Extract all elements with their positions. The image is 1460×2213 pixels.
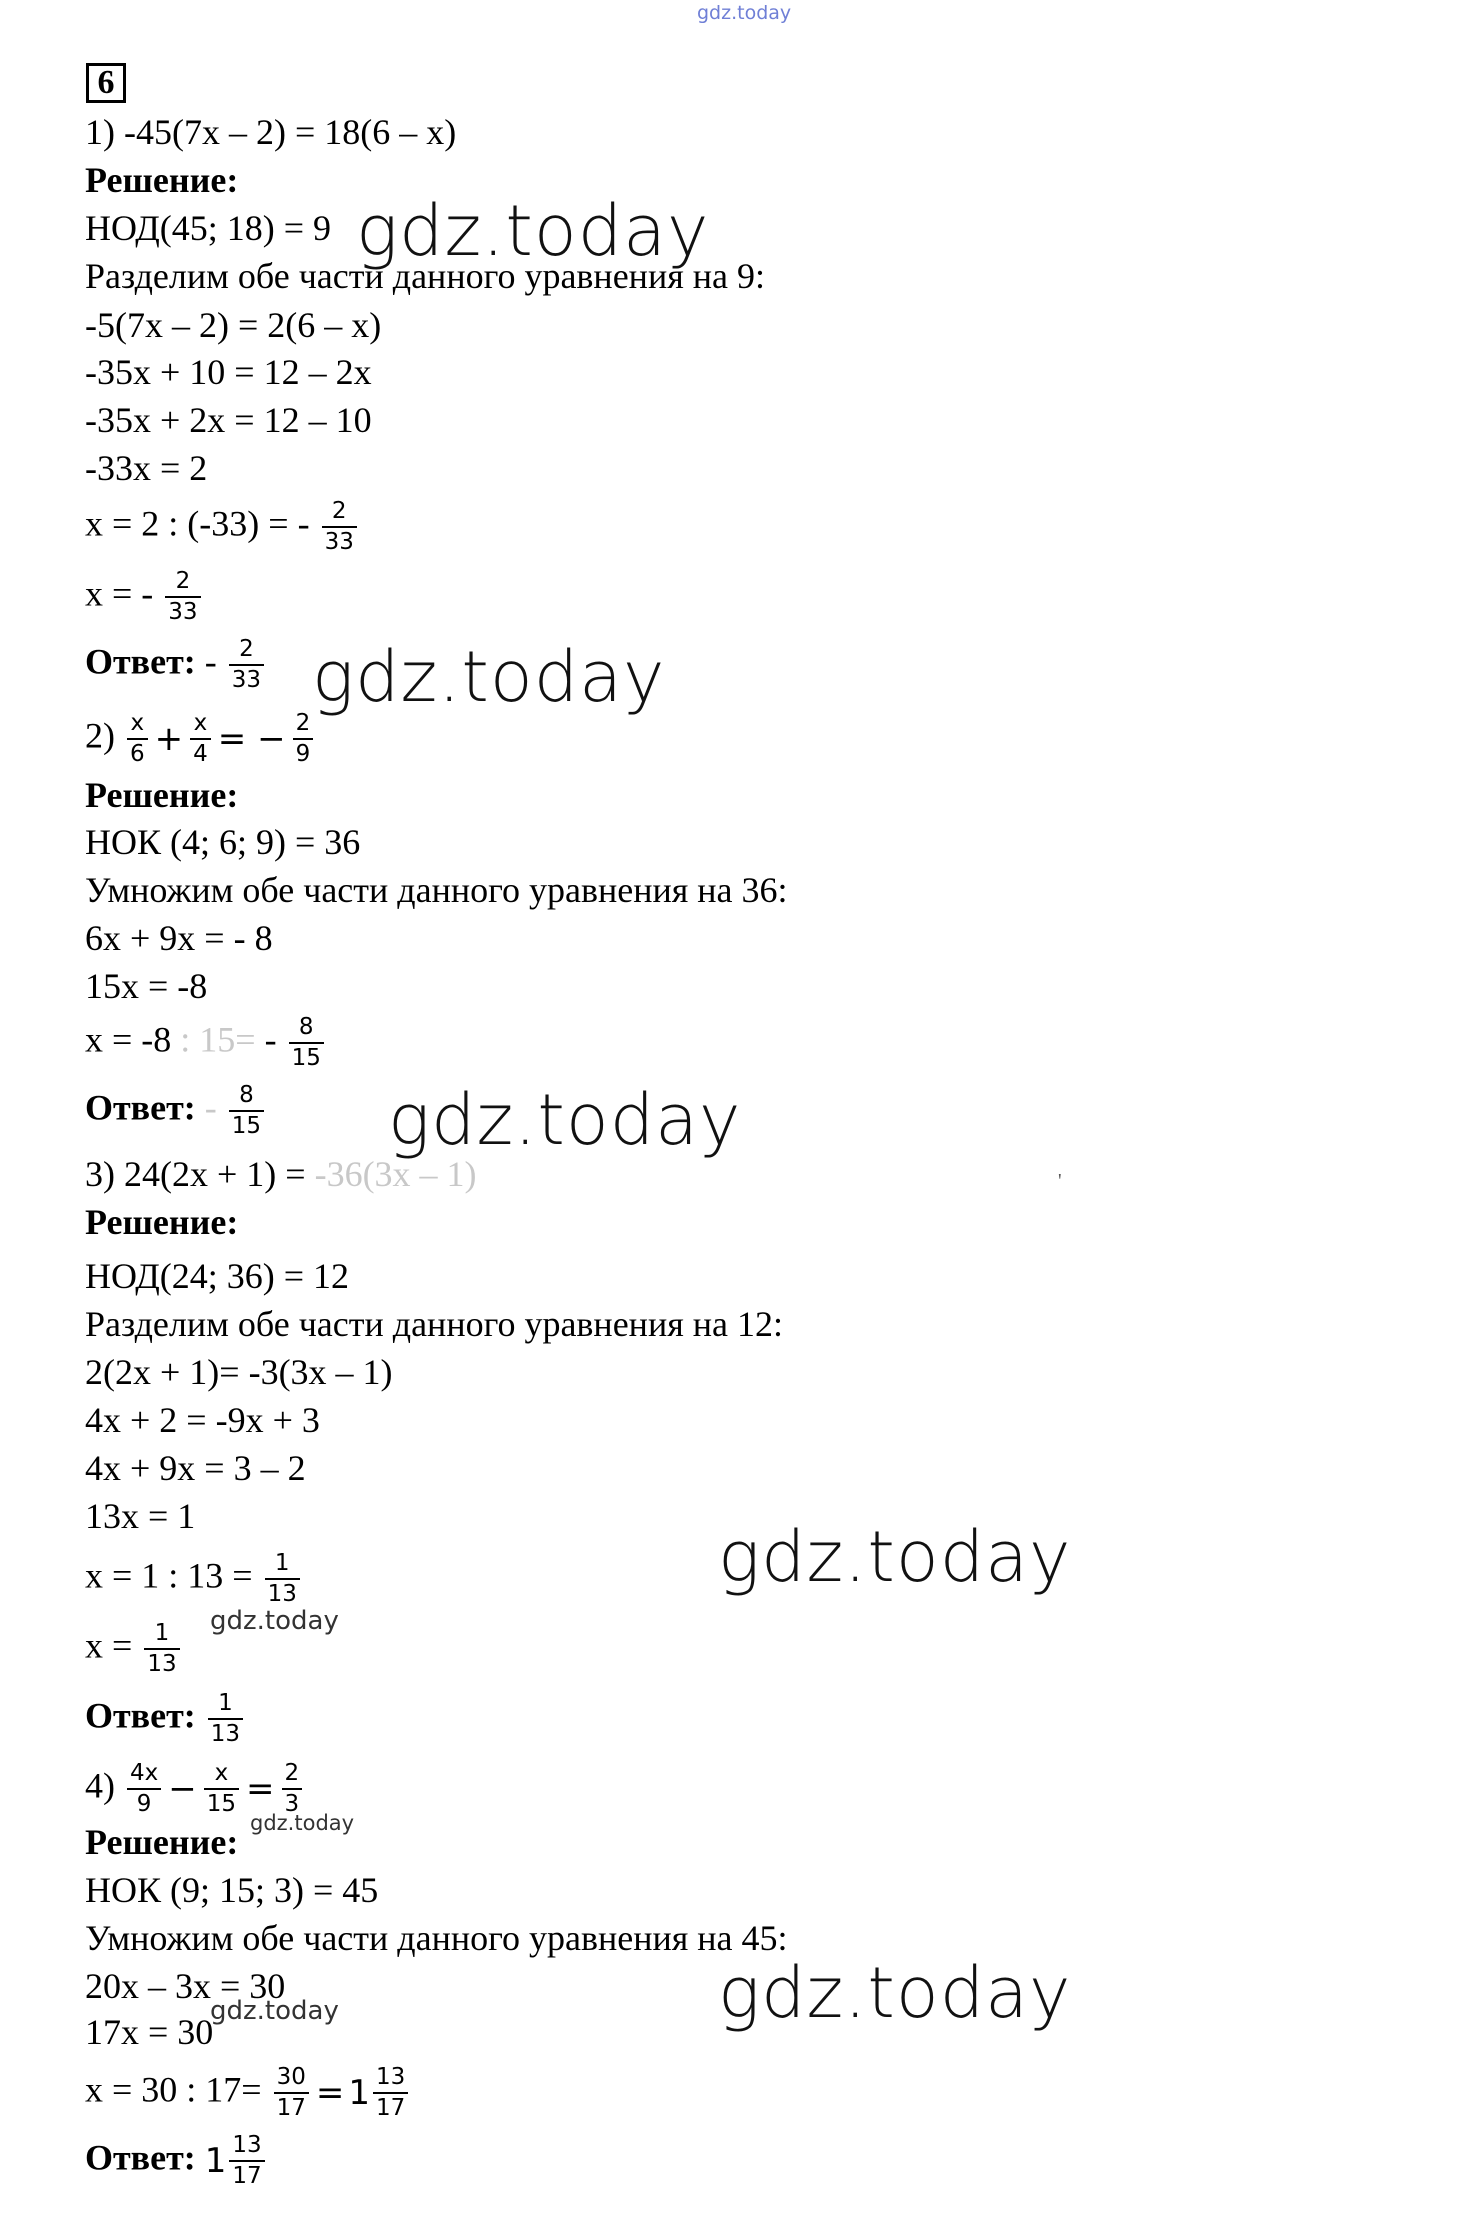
denominator: 4: [190, 738, 211, 766]
watermark: gdz.today: [718, 1952, 1072, 2034]
denominator: 9: [127, 1788, 161, 1816]
step-text: х = 30 : 17=: [85, 2069, 262, 2110]
denominator: 17: [373, 2092, 408, 2120]
fraction: [322, 500, 357, 554]
numerator: 13: [376, 2064, 406, 2090]
stray-mark: ': [1058, 1170, 1062, 1192]
step-line: 13х = 1: [85, 1496, 196, 1536]
nod-line: НОД(45; 18) = 9: [85, 208, 332, 248]
answer-label: Ответ:: [85, 641, 196, 682]
fraction: [204, 1762, 239, 1816]
step-text: -: [255, 1019, 277, 1060]
solution-label: Решение:: [85, 1822, 239, 1862]
numerator: 2: [331, 498, 347, 524]
answer-sign: -: [204, 1087, 217, 1128]
watermark: gdz.today: [312, 636, 666, 718]
mixed-number: [348, 2066, 411, 2120]
step-text: х = -: [85, 573, 154, 614]
fraction: [127, 712, 148, 766]
numerator: 2: [175, 568, 191, 594]
problem-4-equation: [85, 1762, 305, 1816]
numerator: 8: [298, 1014, 314, 1040]
whole-part: 1: [348, 2073, 371, 2113]
fraction: [144, 1622, 179, 1676]
numerator: 1: [274, 1550, 290, 1576]
fraction: [229, 2134, 264, 2188]
fraction: [293, 712, 314, 766]
answer-label: Ответ:: [85, 1087, 196, 1128]
step-text: х =: [85, 1625, 133, 1666]
numerator: 2: [239, 636, 254, 662]
fraction: [190, 712, 211, 766]
nod-line: НОД(24; 36) = 12: [85, 1256, 350, 1296]
answer-label: Ответ:: [85, 1695, 196, 1736]
denominator: 13: [265, 1578, 300, 1606]
equation-part: х + 1) =: [189, 1154, 315, 1194]
equals-sign: = −: [217, 719, 286, 759]
step-line: [85, 1622, 183, 1676]
step-line: [85, 1552, 303, 1606]
problem-prefix: 2): [85, 715, 115, 756]
step-line: 6х + 9х = - 8: [85, 918, 273, 958]
answer-line: [85, 2134, 268, 2188]
step-line: [85, 1016, 327, 1070]
equals-sign: =: [246, 1769, 275, 1809]
step-text: х = 1 : 13 =: [85, 1555, 253, 1596]
nok-line: НОК (4; 6; 9) = 36: [85, 822, 361, 862]
numerator: 2: [284, 1760, 300, 1786]
fraction: [208, 1692, 243, 1746]
watermark: gdz.today: [356, 190, 710, 272]
numerator: x: [214, 1760, 229, 1786]
watermark: gdz.today: [718, 1516, 1072, 1598]
task-number: 6: [86, 63, 126, 103]
faded-text: -36(3х – 1): [314, 1154, 477, 1194]
answer-label: Ответ:: [85, 2137, 196, 2178]
step-line: -33х = 2: [85, 448, 208, 488]
fraction: [282, 1762, 303, 1816]
watermark: gdz.today: [210, 1996, 339, 2026]
step-line: [85, 570, 204, 624]
solution-label: Решение:: [85, 775, 239, 815]
numerator: 8: [239, 1082, 254, 1108]
multiply-line: Умножим обе части данного уравнения на 45:: [85, 1918, 788, 1958]
solution-label: Решение:: [85, 1202, 239, 1242]
numerator: x: [193, 710, 208, 736]
answer-sign: -: [204, 641, 217, 682]
numerator: 4x: [130, 1760, 159, 1786]
watermark: gdz.today: [210, 1606, 339, 1636]
denominator: 13: [144, 1648, 179, 1676]
mixed-number: [205, 2134, 268, 2188]
denominator: 17: [229, 2160, 264, 2188]
step-line: 15х = -8: [85, 966, 208, 1006]
multiply-line: Умножим обе части данного уравнения на 36:: [85, 870, 788, 910]
watermark: gdz.today: [250, 1811, 355, 1835]
step-line: 20х – 3х = 30: [85, 1966, 286, 2006]
step-line: 2(2х + 1)= -3(3х – 1): [85, 1352, 393, 1392]
equals-sign: =: [315, 2073, 345, 2113]
denominator: 17: [274, 2092, 309, 2120]
fraction: [229, 1084, 264, 1138]
solution-label: Решение:: [85, 160, 239, 200]
denominator: 33: [229, 664, 264, 692]
fraction: [165, 570, 200, 624]
fraction: [373, 2066, 408, 2120]
nok-line: НОК (9; 15; 3) = 45: [85, 1870, 379, 1910]
watermark: gdz.today: [388, 1079, 742, 1161]
equation-part: 3) 24(2: [85, 1154, 190, 1194]
minus-sign: −: [168, 1769, 197, 1809]
denominator: 15: [229, 1110, 264, 1138]
fraction: [127, 1762, 161, 1816]
denominator: 33: [322, 526, 357, 554]
answer-line: [85, 1692, 246, 1746]
divide-line: Разделим обе части данного уравнения на 12:: [85, 1304, 784, 1344]
fraction: [265, 1552, 300, 1606]
step-text: х = 2 : (-33) = -: [85, 503, 310, 544]
step-line: 4х + 2 = -9х + 3: [85, 1400, 320, 1440]
divide-line: Разделим обе части данного уравнения на 9:: [85, 256, 766, 296]
numerator: 1: [154, 1620, 170, 1646]
answer-line: [85, 1084, 267, 1138]
denominator: 15: [204, 1788, 239, 1816]
numerator: x: [130, 710, 145, 736]
step-line: -35х + 10 = 12 – 2х: [85, 352, 372, 392]
numerator: 13: [232, 2132, 262, 2158]
denominator: 15: [289, 1042, 324, 1070]
step-line: [85, 2066, 411, 2120]
answer-line: [85, 638, 267, 692]
denominator: 9: [293, 738, 314, 766]
fraction: [289, 1016, 324, 1070]
numerator: 1: [218, 1690, 233, 1716]
denominator: 3: [282, 1788, 303, 1816]
problem-prefix: 4): [85, 1765, 115, 1806]
fraction: [274, 2066, 309, 2120]
step-line: -5(7х – 2) = 2(6 – х): [85, 305, 382, 345]
numerator: 30: [276, 2064, 306, 2090]
denominator: 6: [127, 738, 148, 766]
plus-sign: +: [154, 719, 184, 759]
faded-text: : 15=: [180, 1019, 256, 1060]
step-line: 4х + 9х = 3 – 2: [85, 1448, 306, 1488]
denominator: 33: [165, 596, 200, 624]
fraction: [229, 638, 264, 692]
step-line: [85, 500, 360, 554]
step-line: -35х + 2х = 12 – 10: [85, 400, 372, 440]
step-text: х = -8: [85, 1019, 181, 1060]
whole-part: 1: [204, 2141, 227, 2181]
problem-2-equation: [85, 712, 316, 766]
watermark-top: gdz.today: [697, 2, 792, 24]
step-line: 17х = 30: [85, 2012, 214, 2052]
denominator: 13: [208, 1718, 243, 1746]
problem-1-equation: 1) -45(7х – 2) = 18(6 – х): [85, 112, 457, 152]
numerator: 2: [295, 710, 311, 736]
